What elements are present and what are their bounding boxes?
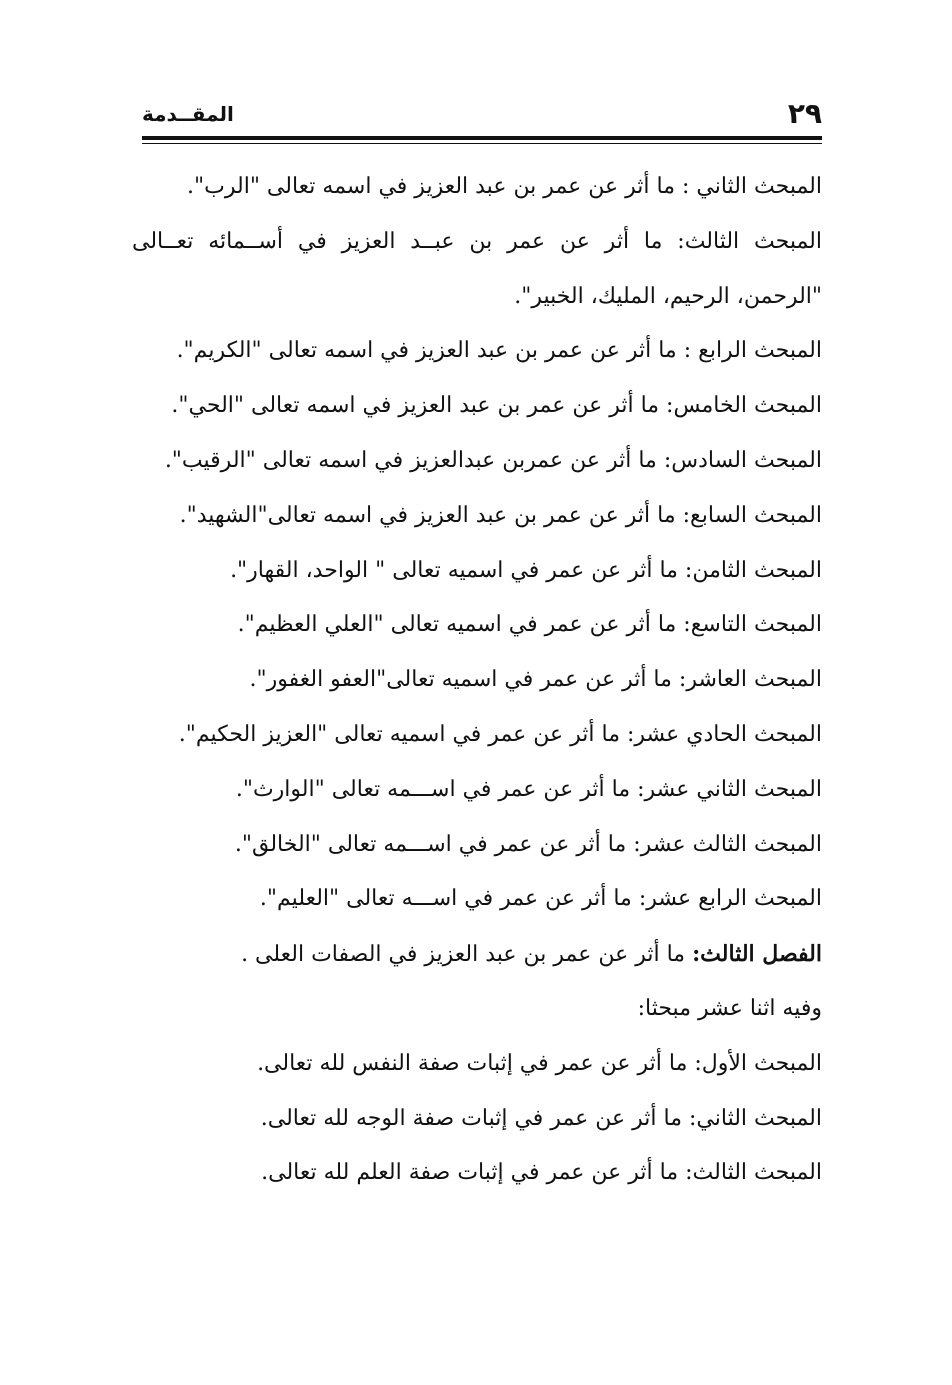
toc-line: المبحث السادس: ما أثر عن عمربن عبدالعزيز في اسمه تعالى "الرقيب". xyxy=(164,447,822,473)
toc-line: المبحث الثاني عشر: ما أثر عن عمر في اســـمه تعالى "الوارث". xyxy=(235,776,822,802)
toc-line: المبحث الثالث عشر: ما أثر عن عمر في اســـمه تعالى "الخالق". xyxy=(234,831,822,857)
toc-line: المبحث الأول: ما أثر عن عمر في إثبات صفة النفس لله تعالى. xyxy=(257,1050,822,1076)
chapter-label: الفصل الثالث: xyxy=(692,941,822,968)
toc-line: المبحث الحادي عشر: ما أثر عن عمر في اسميه تعالى "العزيز الحكيم". xyxy=(178,721,822,747)
chapter-text: ما أثر عن عمر بن عبد العزيز في الصفات العلى . xyxy=(241,942,693,968)
chapter-line xyxy=(132,927,822,982)
toc-line: المبحث الثامن: ما أثر عن عمر في اسميه تعالى " الواحد، القهار". xyxy=(230,557,822,583)
toc-line: المبحث الرابع عشر: ما أثر عن عمر في اســـه تعالى "العليم". xyxy=(259,886,822,912)
header-rule-thick xyxy=(142,136,822,140)
toc-line: المبحث العاشر: ما أثر عن عمر في اسميه تعالى"العفو الغفور". xyxy=(249,667,822,693)
page-number: ٢٩ xyxy=(787,97,822,130)
toc-line: المبحث الثالث: ما أثر عن عمر في إثبات صفة العلم لله تعالى. xyxy=(261,1160,822,1186)
toc-line: المبحث الخامس: ما أثر عن عمر بن عبد العزيز في اسمه تعالى "الحي". xyxy=(171,393,822,419)
running-title: المقــدمة xyxy=(142,102,234,126)
toc-line: المبحث الثالث: ما أثر عن عمر بن عبــد العزيز في أســمائه تعــالى xyxy=(132,228,822,254)
page-header xyxy=(142,96,822,132)
toc-content xyxy=(132,160,822,1201)
toc-line: "الرحمن، الرحيم، المليك، الخبير". xyxy=(514,283,822,309)
toc-line: المبحث الثاني: ما أثر عن عمر في إثبات صفة الوجه لله تعالى. xyxy=(260,1105,822,1131)
toc-line: المبحث الثاني : ما أثر عن عمر بن عبد العزيز في اسمه تعالى "الرب". xyxy=(187,174,822,199)
toc-line: وفيه اثنا عشر مبحثا: xyxy=(637,995,822,1021)
toc-line: المبحث التاسع: ما أثر عن عمر في اسميه تعالى "العلي العظيم". xyxy=(237,612,822,638)
header-rule-thin xyxy=(142,143,822,144)
toc-line: المبحث السابع: ما أثر عن عمر بن عبد العزيز في اسمه تعالى"الشهيد". xyxy=(179,502,822,528)
toc-line: المبحث الرابع : ما أثر عن عمر بن عبد العزيز في اسمه تعالى "الكريم". xyxy=(176,338,822,364)
